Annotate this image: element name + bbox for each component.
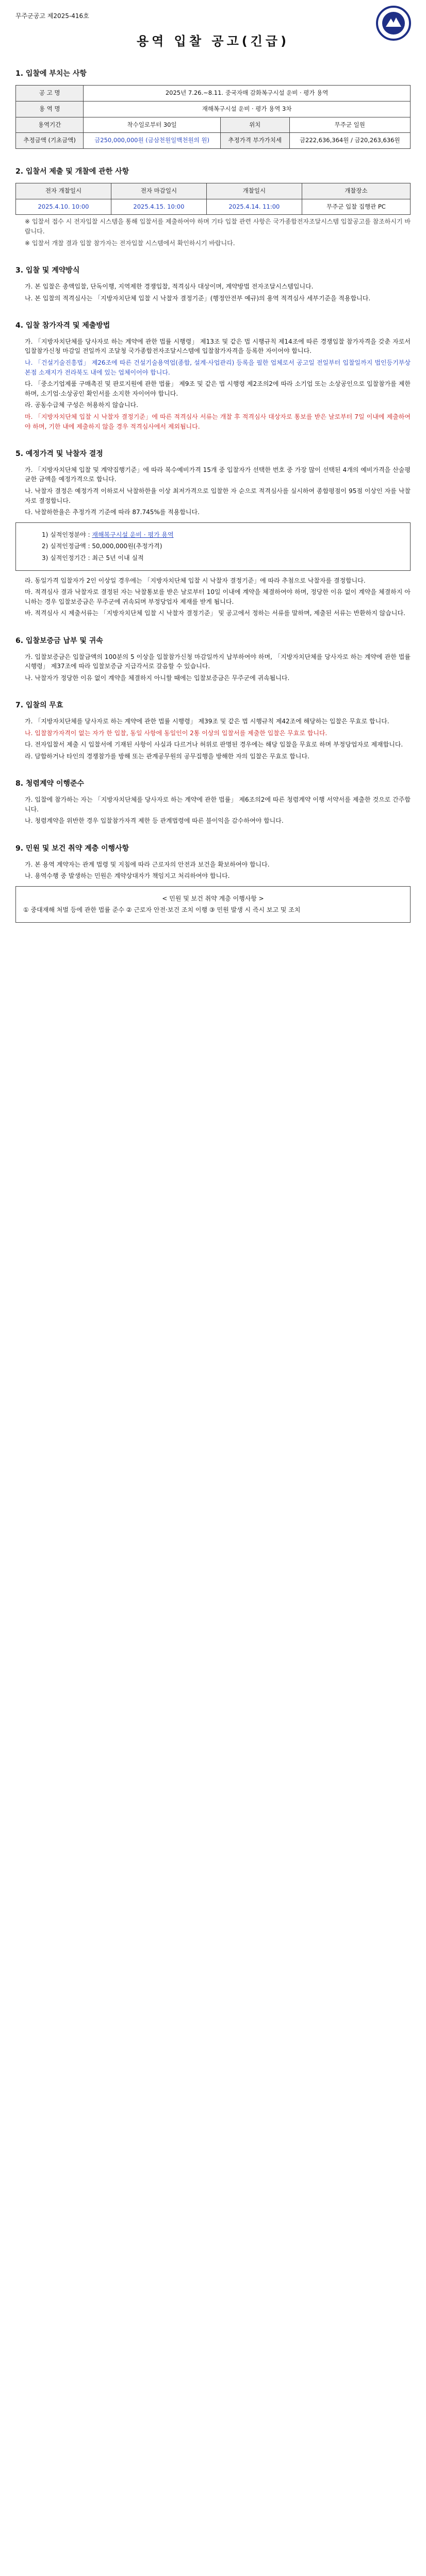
- paragraph: 마. 「지방자치단체 입찰 시 낙찰자 결정기준」에 따른 적격심사 서류는 개찰 후 적격심사 대상자로 통보를 받은 날로부터 7일 이내에 제출하여야 하며, 기한 내에 제출하지 않을 경우 적격심사에서 제외됩니다.: [25, 413, 411, 430]
- section-5-heading: 5. 예정가격 및 낙찰자 결정: [15, 450, 103, 459]
- row-value: 재해복구시설 운비 · 평가 용역 3차: [84, 101, 411, 117]
- paragraph: 바. 적격심사 시 제출서류는 「지방자치단체 입찰 시 낙찰자 결정기준」 및 공고에서 정하는 서류를 말하며, 제출된 서류는 반환하지 않습니다.: [25, 609, 405, 617]
- column-header: 개찰장소: [302, 183, 410, 199]
- section-3-heading: 3. 입찰 및 계약방식: [15, 266, 80, 275]
- paragraph: 가. 「지방자치단체를 당사자로 하는 계약에 관한 법률 시행령」 제39조 및 같은 법 시행규칙 제42조에 해당하는 입찰은 무효로 합니다.: [25, 718, 389, 725]
- performance-info-box: [15, 522, 411, 571]
- row-label: 위치: [220, 117, 289, 133]
- row-value: 금222,636,364원 / 금20,263,636원: [289, 133, 410, 149]
- paragraph: 나. 「건설기술진흥법」 제26조에 따른 건설기술용역업(종합, 설계·사업관리) 등록을 필한 업체로서 공고일 전일부터 입찰일까지 법인등기부상 본점 소재지가 전라북도 내에 있는 업체이어야 합니다.: [25, 359, 411, 376]
- note-text: ※ 입찰서 접수 시 전자입찰 시스템을 통해 입찰서를 제출하여야 하며 기타 입찰 관련 사항은 국가종합전자조달시스템 입찰공고를 참조하시기 바랍니다.: [25, 218, 411, 235]
- box-text: ① 중대재해 처벌 등에 관한 법률 준수 ② 근로자 안전·보건 조치 이행 ③ 민원 발생 시 즉시 보고 및 조치: [23, 906, 301, 914]
- info-line: 3) 실적인정기간 : 최근 5년 이내 실적: [42, 554, 144, 562]
- row-label: 공 고 명: [16, 85, 84, 101]
- paragraph: 다. 전자입찰서 제출 시 입찰서에 기재된 사항이 사실과 다르거나 허위로 판명된 경우에는 해당 입찰을 무효로 하며 부정당업자로 제재합니다.: [25, 741, 403, 749]
- table-row: [16, 117, 411, 133]
- info-line: 1) 실적인정분야 : 재해복구시설 운비 · 평가 용역: [42, 531, 174, 538]
- row-value: 착수일로부터 30일: [84, 117, 221, 133]
- paragraph: 가. 본 용역 계약자는 관계 법령 및 지침에 따라 근로자의 안전과 보건을 확보하여야 합니다.: [25, 860, 270, 868]
- note-text: ※ 입찰서 개찰 결과 입찰 참가자는 전자입찰 시스템에서 확인하시기 바랍니다.: [25, 239, 235, 247]
- paragraph: 라. 공동수급체 구성은 허용하지 않습니다.: [25, 401, 138, 409]
- paragraph: 가. 본 입찰은 총액입찰, 단독이행, 지역제한 경쟁입찰, 적격심사 대상이며, 계약방법 전자조달시스템입니다.: [25, 282, 314, 290]
- table-row: [16, 85, 411, 101]
- paragraph: 라. 동일가격 입찰자가 2인 이상일 경우에는 「지방자치단체 입찰 시 낙찰자 결정기준」에 따라 추첨으로 낙찰자를 결정합니다.: [25, 577, 366, 584]
- row-label: 추정금액 (기초금액): [16, 133, 84, 149]
- box-title: < 민원 및 보건 취약 계층 이행사항 >: [162, 894, 264, 902]
- paragraph: 나. 낙찰자 결정은 예정가격 이하로서 낙찰하한율 이상 최저가격으로 입찰한 자 순으로 적격심사를 실시하여 종합평점이 95점 이상인 자를 낙찰자로 결정합니다.: [25, 487, 411, 504]
- table-row: [16, 133, 411, 149]
- section-9-heading: 9. 민원 및 보건 취약 계층 이행사항: [15, 844, 129, 853]
- table-cell: 2025.4.14. 11:00: [206, 199, 302, 215]
- table-header-row: [16, 183, 411, 199]
- row-label: 추정가격 부가가치세: [220, 133, 289, 149]
- paragraph: 나. 본 입찰의 적격심사는 「지방자치단체 입찰 시 낙찰자 결정기준」(행정안전부 예규)의 용역 적격심사 세부기준을 적용합니다.: [25, 294, 371, 302]
- paragraph: 나. 청렴계약을 위반한 경우 입찰참가자격 제한 등 관계법령에 따른 불이익을 감수하여야 합니다.: [25, 817, 284, 825]
- schedule-table: [15, 183, 411, 215]
- row-value: 무주군 일원: [289, 117, 410, 133]
- obligation-box: [15, 886, 411, 923]
- column-header: 전자 개찰일시: [16, 183, 111, 199]
- paragraph: 나. 낙찰자가 정당한 이유 없이 계약을 체결하지 아니할 때에는 입찰보증금은 무주군에 귀속됩니다.: [25, 674, 290, 682]
- paragraph: 나. 입찰참가자격이 없는 자가 한 입찰, 동일 사항에 동일인이 2통 이상의 입찰서를 제출한 입찰은 무효로 합니다.: [25, 729, 327, 737]
- table-cell: 2025.4.10. 10:00: [16, 199, 111, 215]
- row-value: 금250,000,000원 (금삼천원일백천원의 원): [84, 133, 221, 149]
- section-6-heading: 6. 입찰보증금 납부 및 귀속: [15, 636, 103, 645]
- page-title: 용역 입찰 공고(긴급): [136, 34, 290, 48]
- paragraph: 다. 낙찰하한율은 추정가격 기준에 따라 87.745%를 적용합니다.: [25, 509, 200, 516]
- column-header: 전자 마감일시: [111, 183, 206, 199]
- paragraph: 다. 「중소기업제품 구매촉진 및 판로지원에 관한 법률」 제9조 및 같은 법 시행령 제2조의2에 따라 소기업 또는 소상공인으로 입찰참가를 제한하며, 소기업·소상공인 확인서를 소지한 자이어야 합니다.: [25, 380, 411, 397]
- row-label: 용 역 명: [16, 101, 84, 117]
- section-8-heading: 8. 청렴계약 이행준수: [15, 779, 84, 788]
- paragraph: 나. 용역수행 중 발생하는 민원은 계약상대자가 책임지고 처리하여야 합니다.: [25, 872, 230, 880]
- column-header: 개찰일시: [206, 183, 302, 199]
- section-7-heading: 7. 입찰의 무효: [15, 701, 63, 710]
- paragraph: 가. 「지방자치단체를 당사자로 하는 계약에 관한 법률 시행령」 제13조 및 같은 법 시행규칙 제14조에 따른 경쟁입찰 참가자격을 갖춘 자로서 입찰참가신청 마감일 전일까지 조달청 국가종합전자조달시스템에 입찰참가자격을 등록한 자이어야 합니다.: [25, 337, 411, 355]
- bid-items-table: [15, 85, 411, 149]
- table-row: [16, 101, 411, 117]
- paragraph: 가. 입찰에 참가하는 자는 「지방자치단체를 당사자로 하는 계약에 관한 법률」 제6조의2에 따른 청렴계약 이행 서약서를 제출한 것으로 간주합니다.: [25, 796, 411, 813]
- paragraph: 라. 담합하거나 타인의 경쟁참가를 방해 또는 관계공무원의 공무집행을 방해한 자의 입찰은 무효로 합니다.: [25, 752, 309, 760]
- paragraph: 가. 입찰보증금은 입찰금액의 100분의 5 이상을 입찰참가신청 마감일까지 납부하여야 하며, 「지방자치단체를 당사자로 하는 계약에 관한 법률 시행령」 제37조에 따라 입찰보증금 지급각서로 갈음할 수 있습니다.: [25, 653, 411, 670]
- table-cell: 2025.4.15. 10:00: [111, 199, 206, 215]
- table-row: [16, 199, 411, 215]
- info-line: 2) 실적인정금액 : 50,000,000원(추정가격): [42, 543, 162, 550]
- document-page: [15, 0, 411, 928]
- row-label: 용역기간: [16, 117, 84, 133]
- paragraph: 마. 적격심사 결과 낙찰자로 결정된 자는 낙찰통보를 받은 날로부터 10일 이내에 계약을 체결하여야 하며, 정당한 이유 없이 계약을 체결하지 아니하는 경우 입찰보증금은 무주군에 귀속되며 부정당업자 제재를 받게 됩니다.: [25, 588, 411, 605]
- table-cell: 무주군 입찰 집행관 PC: [302, 199, 410, 215]
- section-2-heading: 2. 입찰서 제출 및 개찰에 관한 사항: [15, 167, 129, 176]
- announce-number: 무주군공고 제2025-416호: [15, 12, 89, 20]
- row-value: 2025년 7.26.~8.11. 중국자매 감화복구시설 운비 · 평가 용역: [84, 85, 411, 101]
- section-1-heading: 1. 입찰에 부치는 사항: [15, 70, 87, 78]
- paragraph: 가. 「지방자치단체 입찰 및 계약집행기준」에 따라 복수예비가격 15개 중 입찰자가 선택한 번호 중 가장 많이 선택된 4개의 예비가격을 산술평균한 금액을 예정가격으로 합니다.: [25, 466, 411, 483]
- section-4-heading: 4. 입찰 참가자격 및 제출방법: [15, 321, 110, 330]
